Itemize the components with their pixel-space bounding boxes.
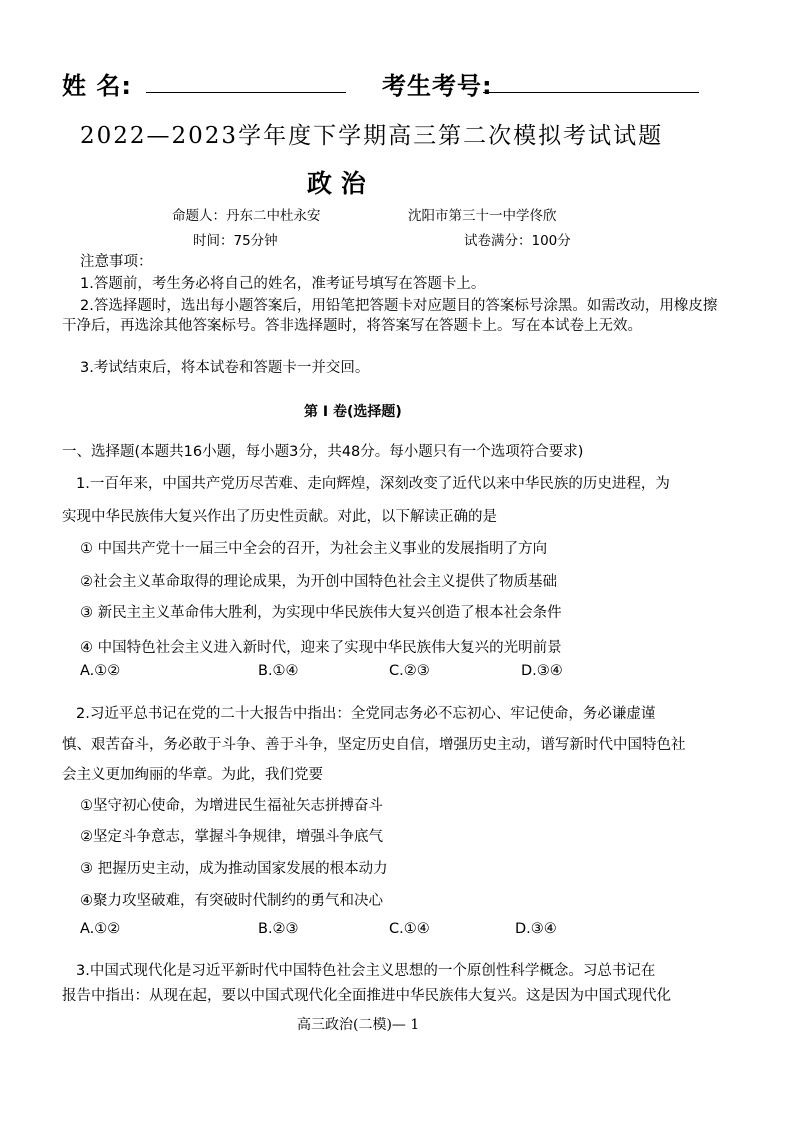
- question-1-option-c[interactable]: C.②③: [389, 663, 430, 679]
- question-2-statement-2: ②坚定斗争意志，掌握斗争规律，增强斗争底气: [80, 829, 383, 845]
- question-1-stem-line-2: 实现中华民族伟大复兴作出了历史性贡献。对此，以下解读正确的是: [62, 509, 497, 525]
- question-1-statement-2: ②社会主义革命取得的理论成果，为开创中国特色社会主义提供了物质基础: [80, 574, 557, 590]
- question-2-statement-1: ①坚守初心使命，为增进民生福祉矢志拼搏奋斗: [80, 798, 383, 814]
- question-2-option-c[interactable]: C.①④: [389, 921, 430, 937]
- exam-title: 2022—2023学年度下学期高三第二次模拟考试试题: [80, 123, 664, 149]
- notice-heading: 注意事项：: [80, 254, 153, 270]
- student-id-field[interactable]: [483, 92, 699, 93]
- question-2-statement-4: ④聚力攻坚破难，有突破时代制约的勇气和决心: [80, 893, 383, 909]
- question-1-statement-4: ④ 中国特色社会主义进入新时代，迎来了实现中华民族伟大复兴的光明前景: [80, 640, 562, 656]
- question-2-stem-line-1: 2.习近平总书记在党的二十大报告中指出：全党同志务必不忘初心、牢记使命，务必谦虚谨: [76, 706, 656, 722]
- question-3-stem-line-2: 报告中指出：从现在起，要以中国式现代化全面推进中华民族伟大复兴。这是因为中国式现代化: [62, 988, 671, 1004]
- question-3-stem-line-1: 3.中国式现代化是习近平新时代中国特色社会主义思想的一个原创性科学概念。习总书记在: [76, 963, 656, 979]
- question-1-stem-line-1: 1.一百年来，中国共产党历尽苦难、走向辉煌，深刻改变了近代以来中华民族的历史进程，为: [76, 476, 670, 492]
- notice-item-1: 1.答题前，考生务必将自己的姓名，准考证号填写在答题卡上。: [80, 276, 486, 292]
- question-2-option-d[interactable]: D.③④: [515, 921, 557, 937]
- question-1-option-a[interactable]: A.①②: [80, 663, 121, 679]
- question-2-option-b[interactable]: B.②③: [258, 921, 299, 937]
- question-1-statement-1: ① 中国共产党十一届三中全会的召开，为社会主义事业的发展指明了方向: [80, 541, 548, 557]
- authors-line-2: 沈阳市第三十一中学佟欣: [408, 208, 557, 224]
- question-2-statement-3: ③ 把握历史主动，成为推动国家发展的根本动力: [80, 861, 388, 877]
- question-1-option-d[interactable]: D.③④: [521, 663, 563, 679]
- name-label: 姓 名:: [62, 72, 132, 100]
- student-id-label: 考生考号:: [382, 72, 493, 100]
- subject-title: 政 治: [307, 169, 366, 198]
- part-heading: 第 I 卷(选择题): [304, 404, 402, 420]
- notice-item-2: 2.答选择题时，选出每小题答案后，用铅笔把答题卡对应题目的答案标号涂黑。如需改动，用橡皮擦干净后，再选涂其他答案标号。答非选择题时，将答案写在答题卡上。写在本试卷上无效。: [62, 298, 718, 334]
- question-2-option-a[interactable]: A.①②: [80, 921, 121, 937]
- notice-item-3: 3.考试结束后，将本试卷和答题卡一并交回。: [80, 360, 370, 376]
- question-1-statement-3: ③ 新民主主义革命伟大胜利，为实现中华民族伟大复兴创造了根本社会条件: [80, 605, 562, 621]
- question-2-stem-line-2: 慎、艰苦奋斗，务必敢于斗争、善于斗争，坚定历史自信，增强历史主动，谱写新时代中国特色社: [62, 737, 686, 753]
- full-score: 试卷满分：100分: [464, 233, 571, 249]
- question-2-stem-line-3: 会主义更加绚丽的华章。为此，我们党要: [62, 767, 323, 783]
- time-limit: 时间：75分钟: [193, 233, 278, 249]
- authors-line: 命题人：丹东二中杜永安: [172, 208, 321, 224]
- page-footer: 高三政治(二模)— 1: [297, 1017, 420, 1033]
- name-field[interactable]: [146, 92, 346, 93]
- section-instructions: 一、选择题(本题共16小题，每小题3分，共48分。每小题只有一个选项符合要求): [62, 444, 584, 460]
- question-1-option-b[interactable]: B.①④: [258, 663, 299, 679]
